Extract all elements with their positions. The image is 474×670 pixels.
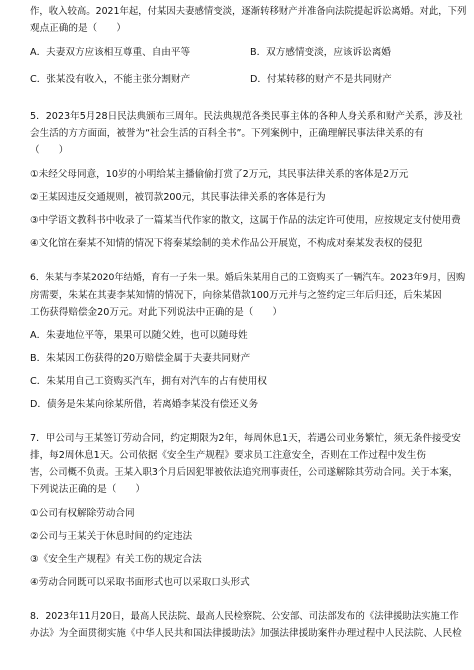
q6-option-a: A．朱妻地位平等，果果可以随父姓，也可以随母姓 xyxy=(30,330,248,341)
q7-item-2: ②公司与王某关于休息时间的约定违法 xyxy=(30,531,193,542)
q6-option-b: B．朱某因工伤获得的20万赔偿金属于夫妻共同财产 xyxy=(30,353,251,364)
q5-item-4: ④文化馆在秦某不知情的情况下将秦某绘制的美术作品公开展览，不构成对秦某发表权的侵犯 xyxy=(30,238,423,249)
q4-text-line-1: 作，收入较高。2021年起，付某因夫妻感情变淡，逐渐转移财产并准备向法院提起诉讼离婚。对此，下列 xyxy=(30,6,467,17)
q4-option-b: B．双方感情变淡，应该诉讼离婚 xyxy=(250,47,391,58)
q5-stem-line-3: （ ） xyxy=(30,145,69,156)
q4-option-c: C．张某没有收入，不能主张分割财产 xyxy=(30,74,191,85)
q6-stem-line-3: 工伤获得赔偿金20万元。对此下列说法中正确的是（ ） xyxy=(30,307,283,318)
q5-stem-line-2: 会生活的方方面面，被誉为“社会生活的百科全书”。下列案例中，正确理解民事法律关系的有 xyxy=(30,128,424,139)
q4-option-a: A．夫妻双方应该相互尊重、自由平等 xyxy=(30,47,191,58)
q4-text-line-2: 观点正确的是（ ） xyxy=(30,23,126,34)
q5-item-3: ③中学语文教科书中收录了一篇某当代作家的散文，这属于作品的法定许可使用，应按规定支付使用费 xyxy=(30,215,461,226)
q8-stem-line-2: 办法》为全面贯彻实施《中华人民共和国法律援助法》加强法律援助案件办理过程中人民法院、人民检 xyxy=(30,628,462,639)
q5-stem-line-1: 5．2023年5月28日民法典颁布三周年。民法典规范各类民事主体的各种人身关系和财产关系，涉及社 xyxy=(30,111,463,122)
q6-stem-line-1: 6．朱某与李某2020年结婚，育有一子朱一果。婚后朱某用自己的工资购买了一辆汽车。2023年9月，因购 xyxy=(30,272,466,283)
q7-stem-line-4: 下列说法正确的是（ ） xyxy=(30,484,146,495)
q8-stem-line-1: 8．2023年11月20日，最高人民法院、最高人民检察院、公安部、司法部发布的《法律援助法实施工作 xyxy=(30,611,459,622)
q7-item-4: ④劳动合同既可以采取书面形式也可以采取口头形式 xyxy=(30,577,250,588)
q5-item-1: ①未经父母同意，10岁的小明给某主播偷偷打赏了2万元，其民事法律关系的客体是2万元 xyxy=(30,169,409,180)
q6-option-d: D．债务是朱某向徐某所借，若离婚李某没有偿还义务 xyxy=(30,399,259,410)
q6-option-c: C．朱某用自己工资购买汽车，拥有对汽车的占有使用权 xyxy=(30,376,267,387)
q7-item-3: ③《安全生产规程》有关工伤的规定合法 xyxy=(30,554,202,565)
q7-stem-line-2: 排，每2周休息1天。公司依据《安全生产规程》要求员工注意安全，否则在工作过程中发生伤 xyxy=(30,450,426,461)
q6-stem-line-2: 房需要，朱某在其妻李某知情的情况下，向徐某借款100万元并与之签约定三年后归还，后朱某因 xyxy=(30,290,442,301)
q7-stem-line-1: 7．甲公司与王某签订劳动合同，约定期限为2年，每周休息1天，若遇公司业务繁忙，须无条件接受安 xyxy=(30,433,461,444)
q5-item-2: ②王某因违反交通规则，被罚款200元，其民事法律关系的客体是行为 xyxy=(30,192,326,203)
q7-item-1: ①公司有权解除劳动合同 xyxy=(30,508,135,519)
q7-stem-line-3: 害，公司概不负责。王某入职3个月后因犯罪被依法追究刑事责任，公司遂解除其劳动合同。关于本案， xyxy=(30,467,458,478)
q4-option-d: D．付某转移的财产不是共同财产 xyxy=(250,74,392,85)
